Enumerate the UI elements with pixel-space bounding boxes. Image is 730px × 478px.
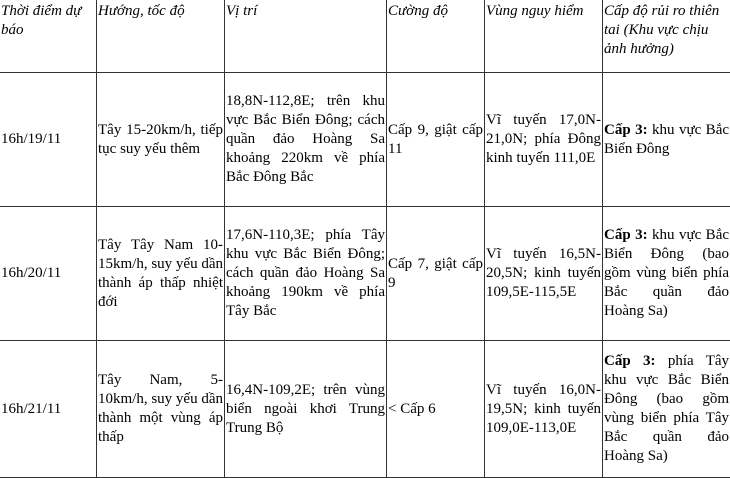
danger-zone-cell: Vĩ tuyến 16,0N-19,5N; kinh tuyến 109,0E-113,0E (485, 341, 603, 478)
position-cell: 17,6N-110,3E; phía Tây khu vực Bắc Biển Đông; cách quần đảo Hoàng Sa khoảng 190km về phía Tây Bắc (225, 207, 387, 341)
risk-level-cell (603, 207, 730, 341)
intensity-cell: Cấp 9, giật cấp 11 (387, 73, 485, 207)
header-position: Vị trí (225, 0, 387, 73)
header-risk-level: Cấp độ rủi ro thiên tai (Khu vực chịu ảnh hưởng) (603, 0, 730, 73)
header-direction-speed: Hướng, tốc độ (97, 0, 225, 73)
risk-level-label: Cấp 3: (604, 227, 648, 243)
table-row (0, 73, 730, 207)
header-intensity: Cường độ (387, 0, 485, 73)
risk-level-text: phía Tây khu vực Bắc Biển Đông (bao gồm vùng biển phía Tây Bắc quần đảo Hoàng Sa) (604, 353, 729, 464)
header-time: Thời điểm dự báo (0, 0, 97, 73)
time-cell: 16h/21/11 (0, 341, 97, 478)
header-row (0, 0, 730, 73)
danger-zone-cell: Vĩ tuyến 16,5N-20,5N; kinh tuyến 109,5E-115,5E (485, 207, 603, 341)
risk-level-cell (603, 341, 730, 478)
position-cell: 18,8N-112,8E; trên khu vực Bắc Biển Đông; cách quần đảo Hoàng Sa khoảng 220km về phía Bắc Đông Bắc (225, 73, 387, 207)
table-row (0, 207, 730, 341)
risk-level-label: Cấp 3: (604, 353, 656, 369)
time-cell: 16h/20/11 (0, 207, 97, 341)
intensity-cell: < Cấp 6 (387, 341, 485, 478)
risk-level-label: Cấp 3: (604, 122, 648, 138)
table-row (0, 341, 730, 478)
risk-level-text: khu vực Bắc Biển Đông (bao gồm vùng biển phía Bắc quần đảo Hoàng Sa) (604, 227, 729, 319)
header-danger-zone: Vùng nguy hiểm (485, 0, 603, 73)
direction-speed-cell: Tây Nam, 5-10km/h, suy yếu dần thành một vùng áp thấp (97, 341, 225, 478)
intensity-cell: Cấp 7, giật cấp 9 (387, 207, 485, 341)
direction-speed-cell: Tây 15-20km/h, tiếp tục suy yếu thêm (97, 73, 225, 207)
time-cell: 16h/19/11 (0, 73, 97, 207)
direction-speed-cell: Tây Tây Nam 10-15km/h, suy yếu dần thành áp thấp nhiệt đới (97, 207, 225, 341)
danger-zone-cell: Vĩ tuyến 17,0N-21,0N; phía Đông kinh tuyến 111,0E (485, 73, 603, 207)
risk-level-text: khu vực Bắc Biển Đông (604, 122, 729, 157)
risk-level-cell (603, 73, 730, 207)
position-cell: 16,4N-109,2E; trên vùng biển ngoài khơi Trung Trung Bộ (225, 341, 387, 478)
